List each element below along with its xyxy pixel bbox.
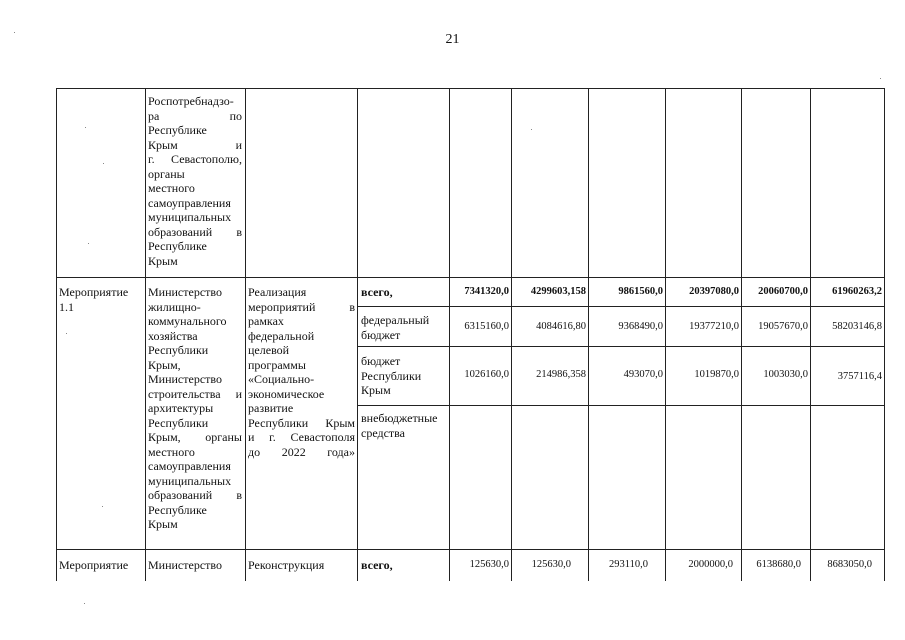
value-cell: 214986,358 <box>536 369 586 380</box>
text-line: Министерство <box>148 558 222 572</box>
text-line: Крым <box>361 383 391 397</box>
text-line: Крым, <box>148 357 181 372</box>
table-border <box>56 549 885 550</box>
text-line: всего, <box>361 558 393 572</box>
text-line: коммунального <box>148 314 227 328</box>
source-label-total <box>361 285 447 300</box>
value-cell: 493070,0 <box>623 369 663 380</box>
text-line: Республики <box>361 368 422 383</box>
value-cell: 4084616,80 <box>536 321 586 332</box>
table-border <box>884 88 885 581</box>
source-label-extrabudget <box>361 411 447 440</box>
table-border <box>56 88 885 89</box>
text-line: Республике <box>148 239 207 253</box>
responsible-cell <box>148 285 242 532</box>
text-line: органы <box>148 166 185 181</box>
source-label-republic <box>361 354 447 398</box>
table-border <box>665 88 666 581</box>
text-line: развитие <box>248 401 294 415</box>
scan-speck <box>531 129 532 130</box>
text-line: Республике <box>148 502 207 517</box>
text-line: Республики Крым <box>248 415 355 430</box>
text-line: Республике <box>148 123 207 137</box>
table-border <box>511 88 512 581</box>
table-border <box>245 88 246 581</box>
value-cell: 20397080,0 <box>689 286 739 297</box>
description-cell <box>248 558 355 573</box>
value-cell: 9861560,0 <box>618 286 663 297</box>
text-line: внебюджетные <box>361 411 438 425</box>
event-cell <box>59 285 143 314</box>
text-line: федеральной <box>248 328 315 343</box>
table-border <box>357 306 885 307</box>
text-line: экономическое <box>248 386 325 401</box>
responsible-cell <box>148 558 242 573</box>
scan-speck <box>103 163 104 164</box>
table-border <box>56 88 57 581</box>
value-cell: 3757116,4 <box>837 371 882 382</box>
text-line: всего, <box>361 285 393 299</box>
text-line: Реконструкция <box>248 558 325 572</box>
text-line: самоуправления <box>148 459 231 473</box>
value-cell: 4299603,158 <box>530 286 586 297</box>
scan-speck <box>66 333 67 334</box>
text-line: Реализация <box>248 285 307 299</box>
text-line: г. Севастополю, <box>148 152 242 166</box>
text-line: средства <box>361 425 406 440</box>
scan-speck <box>84 603 85 604</box>
text-line: муниципальных <box>148 210 232 224</box>
text-line: Крым и <box>148 137 242 152</box>
table-border <box>810 88 811 581</box>
page-number: 21 <box>445 32 460 47</box>
value-cell: 1003030,0 <box>763 369 808 380</box>
text-line: местного <box>148 181 195 195</box>
scan-speck <box>14 32 15 33</box>
text-line: мероприятий в <box>248 299 355 314</box>
text-line: целевой <box>248 343 290 357</box>
text-line: муниципальных <box>148 473 232 488</box>
event-cell <box>59 558 143 573</box>
value-cell: 58203146,8 <box>832 321 882 332</box>
text-line: Крым <box>148 517 178 531</box>
value-cell: 19377210,0 <box>689 321 739 332</box>
text-line: образований в <box>148 224 242 239</box>
value-cell: 293110,0 <box>609 559 648 570</box>
text-line: Министерство <box>148 285 222 299</box>
value-cell: 6138680,0 <box>756 559 801 570</box>
text-line: жилищно- <box>148 299 201 314</box>
text-line: местного <box>148 444 195 459</box>
table-border <box>357 88 358 581</box>
text-line: самоуправления <box>148 195 231 210</box>
table-border <box>145 88 146 581</box>
table-border <box>357 405 885 406</box>
table-border <box>357 346 885 347</box>
value-cell: 7341320,0 <box>464 286 509 297</box>
text-line: федеральный <box>361 313 430 327</box>
text-line: рамках <box>248 314 284 328</box>
value-cell: 2000000,0 <box>688 559 733 570</box>
text-line: 1.1 <box>59 299 74 314</box>
text-line: «Социально- <box>248 372 315 386</box>
text-line: строительства и <box>148 386 242 401</box>
source-label-federal <box>361 313 447 342</box>
text-line: хозяйства <box>148 328 198 343</box>
table-border <box>741 88 742 581</box>
text-line: Республики <box>148 343 209 357</box>
scan-speck <box>880 78 881 79</box>
text-line: Министерство <box>148 372 222 386</box>
value-cell: 1026160,0 <box>464 369 509 380</box>
text-line: Республики <box>148 415 209 430</box>
text-line: Роспотребнадзо- <box>148 94 234 108</box>
text-line: до 2022 года» <box>248 444 355 459</box>
responsible-cell <box>148 94 242 268</box>
text-line: и г. Севастополя <box>248 430 355 444</box>
value-cell: 61960263,2 <box>832 286 882 297</box>
text-line: образований в <box>148 488 242 502</box>
table-border <box>449 88 450 581</box>
text-line: Мероприятие <box>59 285 129 299</box>
value-cell: 6315160,0 <box>464 321 509 332</box>
value-cell: 20060700,0 <box>758 286 808 297</box>
text-line: бюджет <box>361 327 401 342</box>
table-border <box>588 88 589 581</box>
text-line: Мероприятие <box>59 558 129 572</box>
value-cell: 9368490,0 <box>618 321 663 332</box>
value-cell: 8683050,0 <box>827 559 872 570</box>
scan-speck <box>85 127 86 128</box>
text-line: программы <box>248 357 306 372</box>
text-line: ра по <box>148 108 242 123</box>
value-cell: 19057670,0 <box>758 321 808 332</box>
text-line: бюджет <box>361 354 401 368</box>
text-line: архитектуры <box>148 401 214 415</box>
source-label-total <box>361 558 447 573</box>
value-cell: 1019870,0 <box>694 369 739 380</box>
table-border <box>56 277 885 278</box>
scan-speck <box>88 243 89 244</box>
text-line: Крым <box>148 253 178 268</box>
value-cell: 125630,0 <box>469 559 509 570</box>
text-line: Крым, органы <box>148 430 242 444</box>
value-cell: 125630,0 <box>531 559 571 570</box>
scan-speck <box>102 506 103 507</box>
description-cell <box>248 285 355 459</box>
